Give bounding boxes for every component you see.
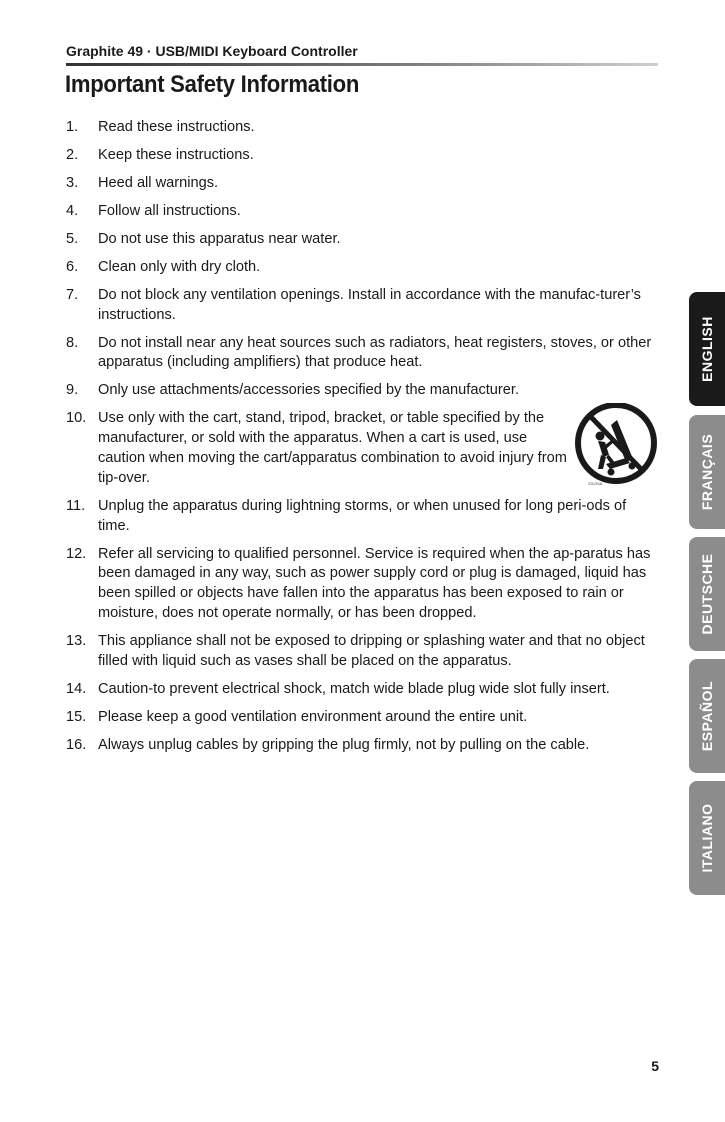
item-text: Heed all warnings.	[98, 174, 219, 191]
tab-francais[interactable]	[689, 415, 725, 529]
language-tabs	[689, 0, 725, 1122]
document-title: Graphite 49 · USB/MIDI Keyboard Controller	[66, 43, 358, 59]
cart-tip-over-warning-icon	[570, 403, 662, 489]
list-item	[66, 174, 660, 194]
item-number: 16.	[66, 736, 87, 753]
item-text: Do not install near any heat sources such as radiators, heat registers, stoves, or other apparatus (including amplifiers) that produce heat.	[98, 334, 652, 371]
list-item	[66, 680, 660, 700]
item-number: 7.	[66, 286, 79, 303]
list-item	[66, 381, 660, 401]
list-item	[66, 334, 660, 374]
list-item	[66, 146, 660, 166]
list-item	[66, 118, 660, 138]
item-number: 13.	[66, 632, 87, 649]
tab-label: ITALIANO	[699, 803, 715, 873]
tab-label: DEUTSCHE	[699, 553, 715, 635]
item-text: Refer all servicing to qualified personnel. Service is required when the ap-paratus has been damaged in any way, such as power supply cord or plug is damaged, liquid has been spilled or objects have fallen into the apparatus has been exposed to rain or moisture, does not operate normally, or has been dropped.	[98, 545, 651, 621]
icon-code: S3125A	[588, 481, 603, 487]
item-number: 12.	[66, 545, 87, 562]
list-item	[66, 708, 660, 728]
page-title: Important Safety Information	[65, 71, 360, 98]
item-number: 11.	[66, 497, 86, 514]
list-item	[66, 202, 660, 222]
tab-espanol[interactable]	[689, 659, 725, 773]
item-number: 4.	[66, 202, 79, 219]
item-number: 1.	[66, 119, 79, 135]
item-text: Do not use this apparatus near water.	[98, 230, 341, 247]
tab-deutsche[interactable]	[689, 537, 725, 651]
item-number: 2.	[66, 146, 79, 163]
item-text: Use only with the cart, stand, tripod, bracket, or table specified by the manufacturer, or sold with the apparatus. When a cart is used, use caution when moving the cart/apparatus combination to avoid injury from tip-over.	[98, 410, 567, 486]
item-number: 8.	[66, 334, 79, 351]
tab-english[interactable]	[689, 292, 725, 406]
item-text: Please keep a good ventilation environment around the entire unit.	[98, 708, 528, 725]
list-item	[66, 230, 660, 250]
item-text: Always unplug cables by gripping the plug firmly, not by pulling on the cable.	[98, 736, 590, 753]
list-item	[66, 258, 660, 278]
header-rule	[66, 63, 658, 66]
item-number: 9.	[66, 382, 79, 399]
tab-italiano[interactable]	[689, 781, 725, 895]
list-item	[66, 736, 660, 756]
item-number: 3.	[66, 174, 79, 191]
page-number: 5	[651, 1058, 659, 1074]
item-text: Clean only with dry cloth.	[98, 258, 261, 275]
item-number: 10.	[66, 410, 87, 427]
list-item	[66, 409, 660, 488]
tab-label: FRANÇAIS	[699, 433, 715, 511]
list-item	[66, 545, 660, 624]
tab-label: ENGLISH	[699, 316, 715, 382]
item-number: 15.	[66, 708, 87, 725]
item-text: Caution-to prevent electrical shock, match wide blade plug wide slot fully insert.	[98, 680, 610, 697]
list-item	[66, 497, 660, 537]
item-number: 5.	[66, 230, 79, 247]
item-text: Unplug the apparatus during lightning storms, or when unused for long peri-ods of time.	[98, 497, 627, 534]
item-number: 14.	[66, 680, 87, 697]
item-text: Only use attachments/accessories specified by the manufacturer.	[98, 382, 519, 399]
item-text: Follow all instructions.	[98, 202, 241, 219]
item-text: This appliance shall not be exposed to dripping or splashing water and that no object filled with liquid such as vases shall be placed on the apparatus.	[98, 632, 645, 669]
item-text: Do not block any ventilation openings. Install in accordance with the manufac-turer’s instructions.	[98, 286, 641, 323]
item-number: 6.	[66, 258, 79, 275]
safety-instructions-list	[66, 118, 660, 764]
item-text: Read these instructions.	[98, 119, 255, 135]
list-item	[66, 286, 660, 326]
item-text: Keep these instructions.	[98, 146, 254, 163]
tab-label: ESPAÑOL	[699, 680, 715, 752]
list-item	[66, 632, 660, 672]
